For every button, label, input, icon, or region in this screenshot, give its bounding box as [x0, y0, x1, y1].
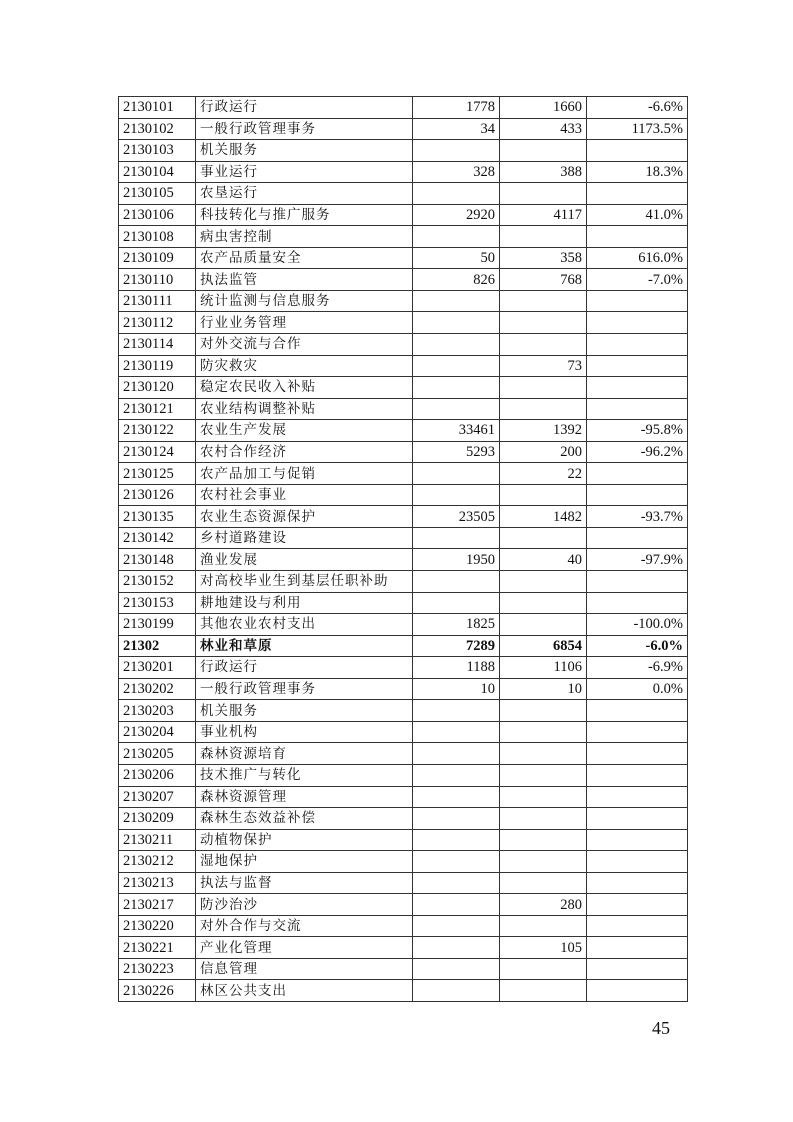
value-cell-2 [500, 808, 587, 830]
percent-cell: -6.9% [587, 657, 688, 679]
percent-cell [587, 527, 688, 549]
table-row [119, 527, 688, 549]
percent-cell [587, 851, 688, 873]
table-row [119, 118, 688, 140]
percent-cell [587, 786, 688, 808]
code-cell: 2130199 [119, 614, 196, 636]
code-cell: 2130209 [119, 808, 196, 830]
value-cell-1 [413, 312, 500, 334]
table-row [119, 377, 688, 399]
name-cell: 耕地建设与利用 [196, 592, 413, 614]
name-cell: 农业结构调整补贴 [196, 398, 413, 420]
value-cell-2 [500, 334, 587, 356]
table-row [119, 161, 688, 183]
value-cell-1 [413, 334, 500, 356]
value-cell-2 [500, 721, 587, 743]
code-cell: 2130119 [119, 355, 196, 377]
value-cell-2 [500, 226, 587, 248]
percent-cell [587, 958, 688, 980]
table-row [119, 463, 688, 485]
value-cell-1: 23505 [413, 506, 500, 528]
table-row [119, 829, 688, 851]
table-row [119, 420, 688, 442]
name-cell: 行政运行 [196, 657, 413, 679]
percent-cell [587, 894, 688, 916]
name-cell: 对高校毕业生到基层任职补助 [196, 571, 413, 593]
value-cell-1 [413, 355, 500, 377]
name-cell: 行业业务管理 [196, 312, 413, 334]
value-cell-1 [413, 829, 500, 851]
value-cell-1: 7289 [413, 635, 500, 657]
table-row [119, 592, 688, 614]
percent-cell [587, 377, 688, 399]
table-row [119, 657, 688, 679]
value-cell-2: 388 [500, 161, 587, 183]
code-cell: 2130211 [119, 829, 196, 851]
percent-cell [587, 290, 688, 312]
name-cell: 科技转化与推广服务 [196, 204, 413, 226]
table-row [119, 183, 688, 205]
value-cell-2 [500, 872, 587, 894]
table-row [119, 872, 688, 894]
value-cell-2: 1392 [500, 420, 587, 442]
code-cell: 2130106 [119, 204, 196, 226]
value-cell-1 [413, 700, 500, 722]
value-cell-2 [500, 377, 587, 399]
value-cell-1 [413, 484, 500, 506]
value-cell-1 [413, 463, 500, 485]
name-cell: 森林资源管理 [196, 786, 413, 808]
percent-cell [587, 571, 688, 593]
table-row [119, 290, 688, 312]
name-cell: 对外交流与合作 [196, 334, 413, 356]
value-cell-2 [500, 829, 587, 851]
table-row [119, 398, 688, 420]
table-row [119, 247, 688, 269]
value-cell-2: 200 [500, 441, 587, 463]
percent-cell: 18.3% [587, 161, 688, 183]
name-cell: 产业化管理 [196, 937, 413, 959]
percent-cell: 41.0% [587, 204, 688, 226]
percent-cell: 1173.5% [587, 118, 688, 140]
name-cell: 农村社会事业 [196, 484, 413, 506]
value-cell-1: 33461 [413, 420, 500, 442]
table-row [119, 894, 688, 916]
name-cell: 农垦运行 [196, 183, 413, 205]
table-row [119, 97, 688, 119]
code-cell: 2130112 [119, 312, 196, 334]
value-cell-2 [500, 527, 587, 549]
value-cell-1 [413, 980, 500, 1002]
value-cell-1: 1188 [413, 657, 500, 679]
value-cell-1 [413, 140, 500, 162]
code-cell: 2130111 [119, 290, 196, 312]
value-cell-2: 1106 [500, 657, 587, 679]
value-cell-1 [413, 851, 500, 873]
name-cell: 防沙治沙 [196, 894, 413, 916]
value-cell-1: 1950 [413, 549, 500, 571]
percent-cell [587, 355, 688, 377]
value-cell-2 [500, 614, 587, 636]
code-cell: 2130212 [119, 851, 196, 873]
percent-cell [587, 183, 688, 205]
value-cell-2: 433 [500, 118, 587, 140]
table-row [119, 571, 688, 593]
value-cell-1 [413, 937, 500, 959]
name-cell: 信息管理 [196, 958, 413, 980]
value-cell-2 [500, 958, 587, 980]
value-cell-2 [500, 743, 587, 765]
name-cell: 技术推广与转化 [196, 764, 413, 786]
code-cell: 2130102 [119, 118, 196, 140]
value-cell-1 [413, 183, 500, 205]
code-cell: 2130104 [119, 161, 196, 183]
code-cell: 2130204 [119, 721, 196, 743]
code-cell: 2130142 [119, 527, 196, 549]
code-cell: 2130135 [119, 506, 196, 528]
name-cell: 湿地保护 [196, 851, 413, 873]
code-cell: 2130153 [119, 592, 196, 614]
value-cell-2 [500, 700, 587, 722]
budget-table [118, 96, 688, 1002]
value-cell-2 [500, 290, 587, 312]
value-cell-1 [413, 571, 500, 593]
table-row [119, 980, 688, 1002]
name-cell: 事业运行 [196, 161, 413, 183]
name-cell: 一般行政管理事务 [196, 118, 413, 140]
table-row [119, 958, 688, 980]
value-cell-1 [413, 398, 500, 420]
percent-cell: -95.8% [587, 420, 688, 442]
table-row [119, 334, 688, 356]
code-cell: 2130221 [119, 937, 196, 959]
table-row [119, 312, 688, 334]
name-cell: 动植物保护 [196, 829, 413, 851]
percent-cell [587, 334, 688, 356]
percent-cell [587, 721, 688, 743]
value-cell-2: 10 [500, 678, 587, 700]
percent-cell [587, 484, 688, 506]
name-cell: 森林生态效益补偿 [196, 808, 413, 830]
percent-cell: -100.0% [587, 614, 688, 636]
name-cell: 森林资源培育 [196, 743, 413, 765]
table-row [119, 226, 688, 248]
code-cell: 2130110 [119, 269, 196, 291]
name-cell: 执法与监督 [196, 872, 413, 894]
value-cell-2: 280 [500, 894, 587, 916]
value-cell-1 [413, 721, 500, 743]
value-cell-2 [500, 183, 587, 205]
table-row [119, 808, 688, 830]
value-cell-1: 5293 [413, 441, 500, 463]
value-cell-1 [413, 527, 500, 549]
code-cell: 2130217 [119, 894, 196, 916]
value-cell-2: 358 [500, 247, 587, 269]
table-row [119, 635, 688, 657]
percent-cell [587, 743, 688, 765]
name-cell: 执法监管 [196, 269, 413, 291]
code-cell: 2130124 [119, 441, 196, 463]
name-cell: 乡村道路建设 [196, 527, 413, 549]
name-cell: 农业生产发展 [196, 420, 413, 442]
code-cell: 2130120 [119, 377, 196, 399]
table-row [119, 506, 688, 528]
value-cell-2 [500, 484, 587, 506]
value-cell-1 [413, 915, 500, 937]
table-row [119, 786, 688, 808]
percent-cell [587, 226, 688, 248]
name-cell: 渔业发展 [196, 549, 413, 571]
name-cell: 防灾救灾 [196, 355, 413, 377]
table-row [119, 851, 688, 873]
value-cell-1: 826 [413, 269, 500, 291]
value-cell-2 [500, 592, 587, 614]
name-cell: 稳定农民收入补贴 [196, 377, 413, 399]
code-cell: 2130206 [119, 764, 196, 786]
value-cell-1: 2920 [413, 204, 500, 226]
page-number: 45 [652, 1018, 670, 1038]
value-cell-2: 40 [500, 549, 587, 571]
percent-cell [587, 829, 688, 851]
code-cell: 2130101 [119, 97, 196, 119]
value-cell-1 [413, 377, 500, 399]
table-row [119, 915, 688, 937]
percent-cell: -6.6% [587, 97, 688, 119]
percent-cell [587, 398, 688, 420]
percent-cell: -97.9% [587, 549, 688, 571]
table-body [119, 97, 688, 1002]
name-cell: 农业生态资源保护 [196, 506, 413, 528]
percent-cell [587, 312, 688, 334]
percent-cell [587, 140, 688, 162]
table-row [119, 743, 688, 765]
table-row [119, 355, 688, 377]
percent-cell: 0.0% [587, 678, 688, 700]
value-cell-2: 73 [500, 355, 587, 377]
percent-cell: -6.0% [587, 635, 688, 657]
name-cell: 一般行政管理事务 [196, 678, 413, 700]
code-cell: 2130125 [119, 463, 196, 485]
value-cell-2: 6854 [500, 635, 587, 657]
value-cell-2: 22 [500, 463, 587, 485]
name-cell: 农村合作经济 [196, 441, 413, 463]
code-cell: 2130220 [119, 915, 196, 937]
table-row [119, 441, 688, 463]
code-cell: 2130105 [119, 183, 196, 205]
table-row [119, 269, 688, 291]
percent-cell [587, 980, 688, 1002]
percent-cell: 616.0% [587, 247, 688, 269]
value-cell-1 [413, 872, 500, 894]
code-cell: 2130126 [119, 484, 196, 506]
value-cell-2 [500, 571, 587, 593]
code-cell: 21302 [119, 635, 196, 657]
table-row [119, 549, 688, 571]
code-cell: 2130152 [119, 571, 196, 593]
percent-cell [587, 937, 688, 959]
name-cell: 农产品加工与促销 [196, 463, 413, 485]
value-cell-2 [500, 312, 587, 334]
percent-cell [587, 915, 688, 937]
value-cell-1 [413, 808, 500, 830]
percent-cell [587, 463, 688, 485]
code-cell: 2130223 [119, 958, 196, 980]
value-cell-2 [500, 851, 587, 873]
code-cell: 2130103 [119, 140, 196, 162]
code-cell: 2130109 [119, 247, 196, 269]
percent-cell: -96.2% [587, 441, 688, 463]
code-cell: 2130108 [119, 226, 196, 248]
value-cell-2 [500, 764, 587, 786]
value-cell-2: 768 [500, 269, 587, 291]
code-cell: 2130226 [119, 980, 196, 1002]
table-row [119, 937, 688, 959]
name-cell: 林业和草原 [196, 635, 413, 657]
value-cell-2 [500, 915, 587, 937]
code-cell: 2130203 [119, 700, 196, 722]
table-row [119, 484, 688, 506]
code-cell: 2130121 [119, 398, 196, 420]
value-cell-1 [413, 958, 500, 980]
value-cell-2 [500, 980, 587, 1002]
percent-cell: -7.0% [587, 269, 688, 291]
table-row [119, 678, 688, 700]
value-cell-2: 1482 [500, 506, 587, 528]
name-cell: 林区公共支出 [196, 980, 413, 1002]
table-row [119, 614, 688, 636]
value-cell-2 [500, 398, 587, 420]
name-cell: 机关服务 [196, 140, 413, 162]
name-cell: 统计监测与信息服务 [196, 290, 413, 312]
code-cell: 2130205 [119, 743, 196, 765]
percent-cell [587, 872, 688, 894]
name-cell: 机关服务 [196, 700, 413, 722]
table-row [119, 721, 688, 743]
value-cell-1: 34 [413, 118, 500, 140]
code-cell: 2130114 [119, 334, 196, 356]
value-cell-1 [413, 764, 500, 786]
value-cell-1 [413, 290, 500, 312]
value-cell-2 [500, 786, 587, 808]
value-cell-1: 10 [413, 678, 500, 700]
code-cell: 2130201 [119, 657, 196, 679]
table-row [119, 700, 688, 722]
code-cell: 2130207 [119, 786, 196, 808]
table-row [119, 764, 688, 786]
name-cell: 对外合作与交流 [196, 915, 413, 937]
percent-cell [587, 592, 688, 614]
value-cell-2: 1660 [500, 97, 587, 119]
percent-cell [587, 764, 688, 786]
code-cell: 2130213 [119, 872, 196, 894]
value-cell-2: 105 [500, 937, 587, 959]
table-row [119, 140, 688, 162]
value-cell-1 [413, 743, 500, 765]
name-cell: 病虫害控制 [196, 226, 413, 248]
code-cell: 2130202 [119, 678, 196, 700]
value-cell-2 [500, 140, 587, 162]
value-cell-1 [413, 592, 500, 614]
code-cell: 2130148 [119, 549, 196, 571]
value-cell-1 [413, 226, 500, 248]
table-row [119, 204, 688, 226]
value-cell-1: 1825 [413, 614, 500, 636]
value-cell-1: 328 [413, 161, 500, 183]
percent-cell: -93.7% [587, 506, 688, 528]
percent-cell [587, 808, 688, 830]
percent-cell [587, 700, 688, 722]
name-cell: 事业机构 [196, 721, 413, 743]
name-cell: 行政运行 [196, 97, 413, 119]
value-cell-1 [413, 894, 500, 916]
value-cell-2: 4117 [500, 204, 587, 226]
name-cell: 其他农业农村支出 [196, 614, 413, 636]
value-cell-1: 1778 [413, 97, 500, 119]
value-cell-1 [413, 786, 500, 808]
name-cell: 农产品质量安全 [196, 247, 413, 269]
code-cell: 2130122 [119, 420, 196, 442]
value-cell-1: 50 [413, 247, 500, 269]
